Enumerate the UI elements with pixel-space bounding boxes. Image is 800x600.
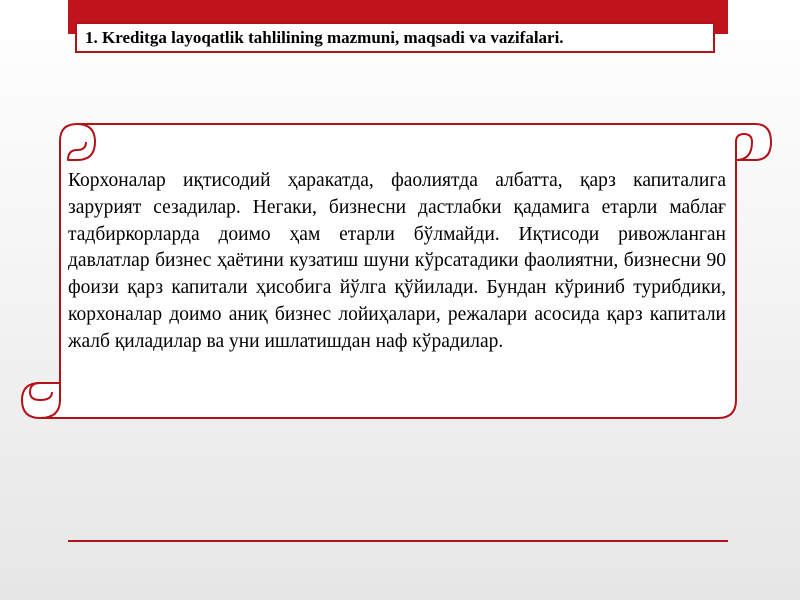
bottom-divider xyxy=(68,540,728,542)
slide-title: 1. Kreditga layoqatlik tahlilining mazmuni, maqsadi va vazifalari. xyxy=(85,27,564,47)
scroll-body-text: Корхоналар иқтисодий ҳаракатда, фаолиятда албатта, қарз капиталига зарурият сезадилар. Негаки, бизнесни дастлабки қадамига етарли маблағ тадбиркорларда доимо ҳам етарли бўлмайди. Иқтисоди ривожланган давлатлар бизнес ҳаётини кузатиш шуни кўрсатадики фаолиятни, бизнесни 90 фоизи қарз капитали ҳисобига йўлга қўйилади. Бундан кўриниб турибдики, корхоналар доимо аниқ бизнес лойиҳалари, режалари асосида қарз капитали жалб қиладилар ва уни ишлатишдан наф кўрадилар. xyxy=(68,170,726,352)
